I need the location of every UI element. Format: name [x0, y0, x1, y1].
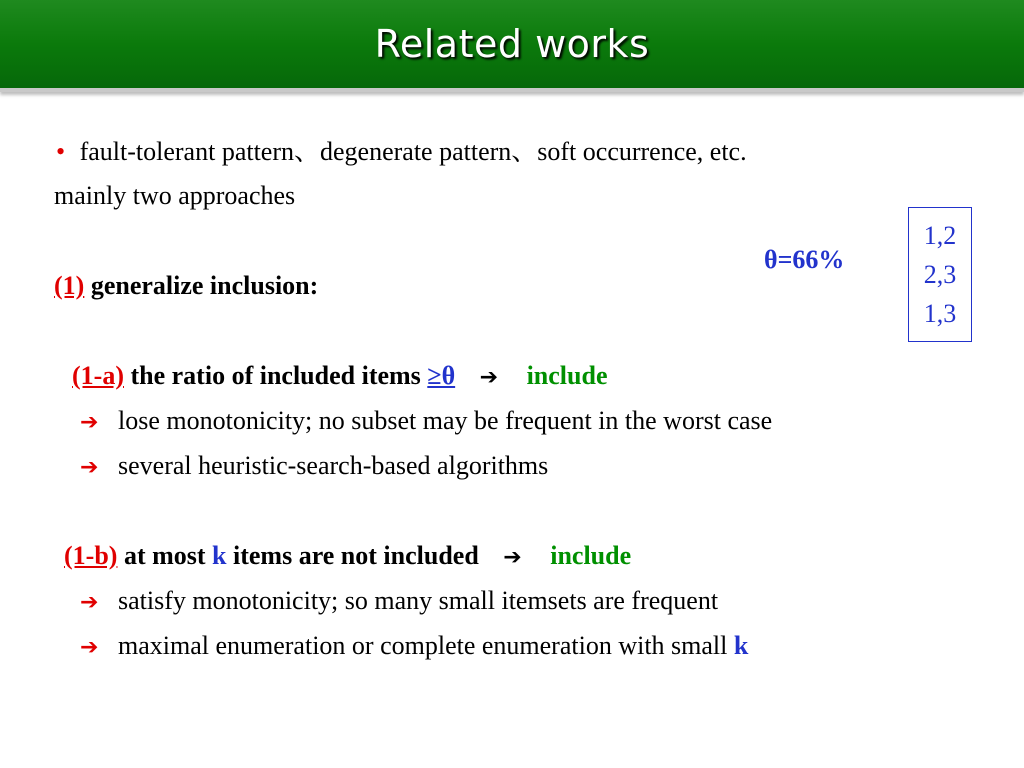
sub-b-last-k: k [733, 631, 749, 660]
theta-label: θ=66% [764, 245, 845, 274]
sub-a-point-text: lose monotonicity; no subset may be frequent in the worst case [118, 406, 773, 435]
arrow-right-icon: ➔ [80, 635, 99, 660]
sub-a-tag: (1-a) [72, 361, 124, 390]
section-1-heading [54, 270, 318, 302]
intro-text: fault-tolerant pattern、degenerate pattern、soft occurrence, etc. [79, 137, 747, 166]
sub-b-result: include [550, 541, 632, 570]
sub-b-tag: (1-b) [64, 541, 118, 570]
arrow-right-icon: ➔ [80, 410, 99, 435]
sub-a-result: include [526, 361, 608, 390]
sub-b-point [80, 585, 718, 619]
slide-title: Related works [374, 22, 650, 66]
sub-a-point [80, 450, 548, 484]
transaction-row: 1,2 [923, 221, 957, 250]
sub-a-point [80, 405, 772, 439]
arrow-right-icon: ➔ [479, 365, 499, 390]
intro-line [56, 136, 747, 168]
sub-b-heading [64, 540, 631, 574]
sub-b-text-before: at most [123, 541, 206, 570]
sub-b-point-text: maximal enumeration or complete enumeration with small [118, 631, 728, 660]
section-1-tag: (1) [54, 271, 85, 300]
transaction-row: 1,3 [923, 299, 957, 328]
sub-b-point-text: satisfy monotonicity; so many small itemsets are frequent [118, 586, 719, 615]
sub-a-condition: ≥θ [427, 361, 456, 390]
section-1-text: generalize inclusion: [90, 271, 319, 300]
approaches-line: mainly two approaches [54, 181, 296, 210]
arrow-right-icon: ➔ [80, 455, 99, 480]
sub-b-text-after: items are not included [233, 541, 479, 570]
sub-a-heading [72, 360, 608, 394]
arrow-right-icon: ➔ [503, 545, 522, 570]
title-bar [0, 0, 1024, 92]
transaction-box [908, 207, 972, 342]
bullet-icon: • [56, 137, 66, 166]
sub-b-k: k [212, 541, 227, 570]
arrow-right-icon: ➔ [80, 590, 99, 615]
sub-a-text: the ratio of included items [130, 361, 421, 390]
transaction-row: 2,3 [923, 260, 957, 289]
sub-b-point [80, 630, 748, 664]
sub-a-point-text: several heuristic-search-based algorithms [118, 451, 549, 480]
